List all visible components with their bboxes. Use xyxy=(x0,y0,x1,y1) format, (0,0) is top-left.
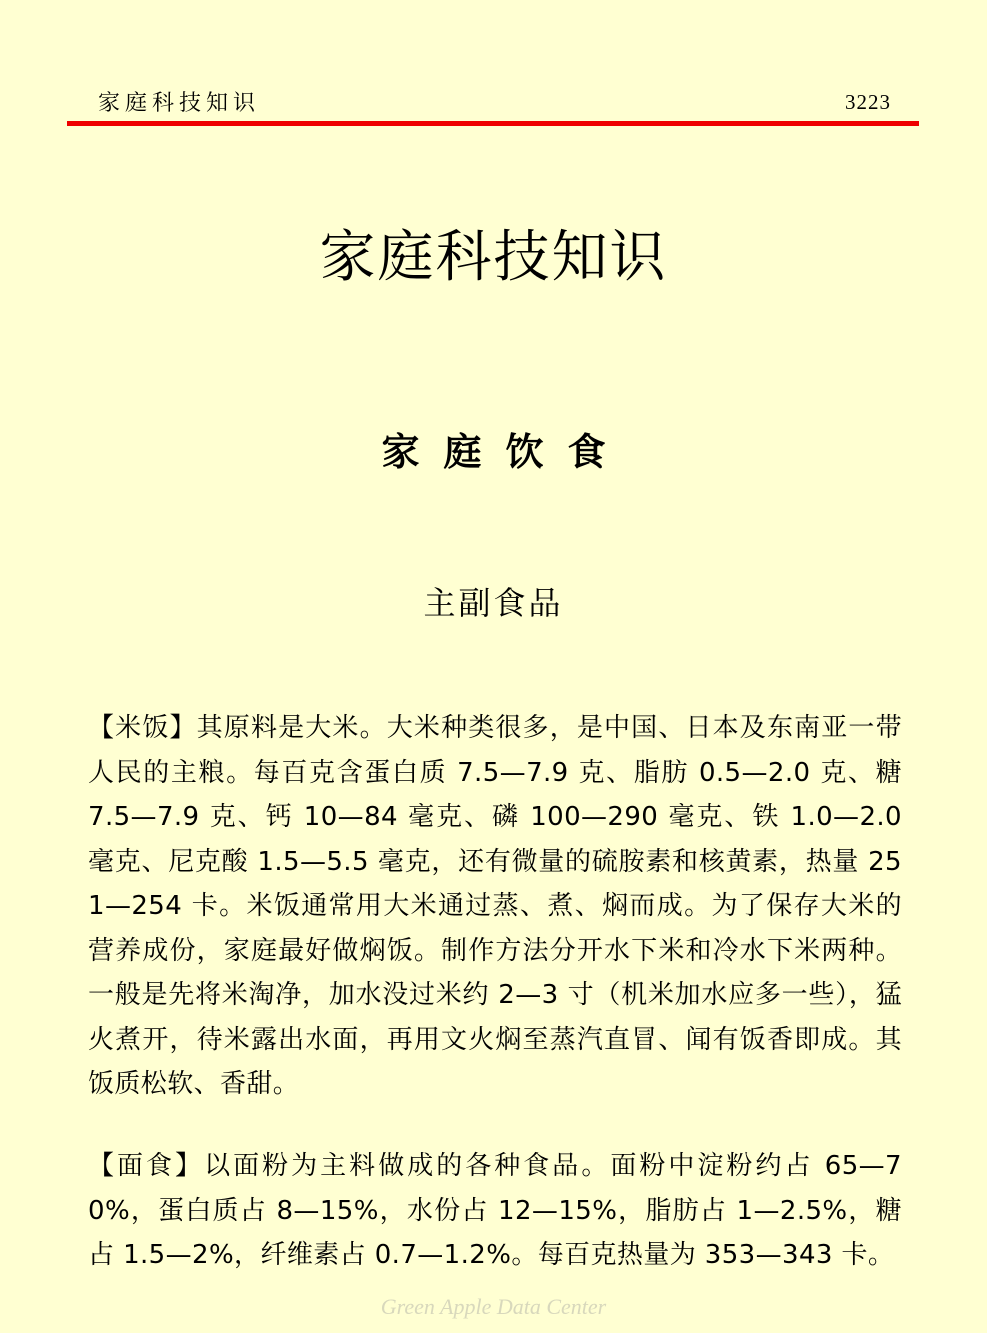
header-rule xyxy=(67,121,919,126)
running-head: 家庭科技知识 xyxy=(98,91,261,116)
page-number: 3223 xyxy=(845,90,891,114)
paragraph-heading: 【米饭】 xyxy=(88,713,197,743)
paragraph-rice xyxy=(88,706,902,1107)
paragraph-text: 以面粉为主料做成的各种食品。面粉中淀粉约占 65—70%，蛋白质占 8—15%，水份占 12—15%，脂肪占 1—2.5%，糖占 1.5—2%，纤维素占 0.7—1.2%。每百克热量为 353—343 卡。 xyxy=(88,1151,902,1270)
section-title: 主副食品 xyxy=(423,584,564,622)
paragraph-heading: 【面食】 xyxy=(88,1151,205,1181)
paragraph-noodles xyxy=(88,1144,902,1278)
book-title: 家庭科技知识 xyxy=(319,225,668,290)
watermark: Green Apple Data Center xyxy=(380,1294,607,1319)
chapter-title: 家庭饮食 xyxy=(381,430,630,474)
paragraph-text: 其原料是大米。大米种类很多，是中国、日本及东南亚一带人民的主粮。每百克含蛋白质 7.5—7.9 克、脂肪 0.5—2.0 克、糖 7.5—7.9 克、钙 10—84 毫克、磷 100—290 毫克、铁 1.0—2.0 毫克、尼克酸 1.5—5.5 毫克，还有微量的硫胺素和核黄素，热量 251—254 卡。米饭通常用大米通过蒸、煮、焖而成。为了保存大米的营养成份，家庭最好做焖饭。制作方法分开水下米和冷水下米两种。一般是先将米淘净，加水没过米约 2—3 寸（机米加水应多一些），猛火煮开，待米露出水面，再用文火焖至蒸汽直冒、闻有饭香即成。其饭质松软、香甜。 xyxy=(88,713,902,1099)
